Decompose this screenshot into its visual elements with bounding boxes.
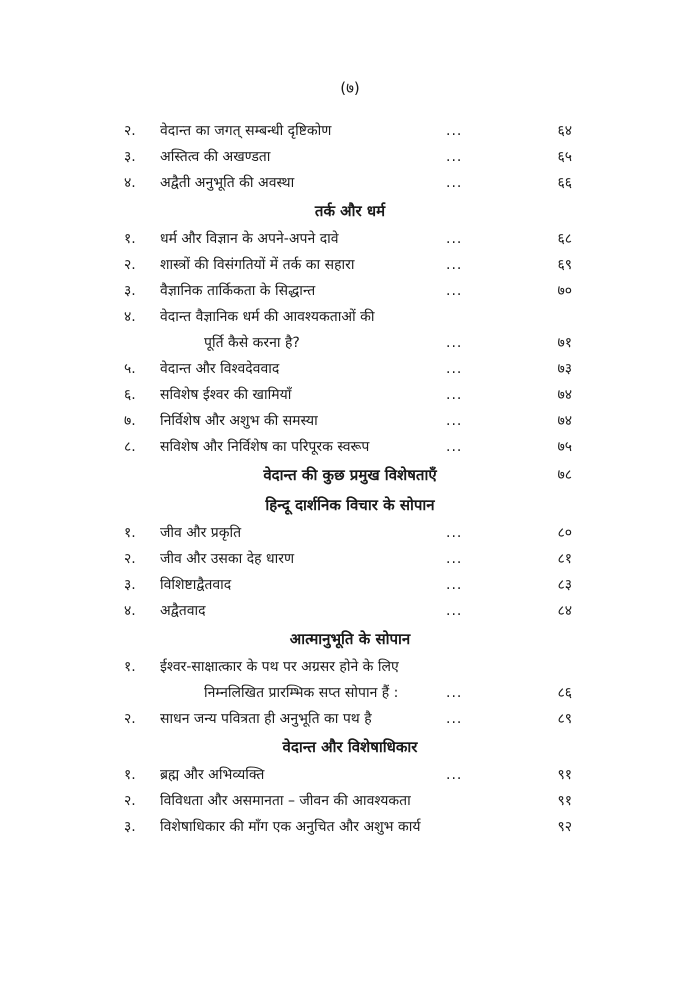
entry-page: ६६ — [557, 175, 572, 191]
entry-page: ८४ — [557, 603, 572, 619]
entry-number: २. — [124, 257, 136, 273]
entry-title: साधन जन्य पवित्रता ही अनुभूति का पथ है — [160, 711, 372, 727]
entry-page: ६५ — [557, 149, 572, 165]
entry-title: सविशेष और निर्विशेष का परिपूरक स्वरूप — [160, 439, 370, 455]
entry-number: ४. — [124, 175, 136, 191]
entry-number: ५. — [124, 361, 136, 377]
entry-number: ३. — [124, 283, 136, 299]
section-heading: वेदान्त की कुछ प्रमुख विशेषताएँ — [263, 466, 437, 484]
entry-number: ३. — [124, 577, 136, 593]
leader-dots: ... — [446, 231, 463, 247]
toc-entry — [0, 546, 700, 572]
entry-title-continued: निम्नलिखित प्रारम्भिक सप्त सोपान हैं : — [204, 685, 399, 701]
entry-page: ७१ — [557, 335, 572, 351]
toc-entry — [0, 814, 700, 840]
leader-dots: ... — [446, 525, 463, 541]
entry-title: अद्वैतवाद — [160, 603, 206, 619]
leader-dots: ... — [446, 123, 463, 139]
entry-title-continued: पूर्ति कैसे करना है? — [204, 335, 300, 351]
section-heading: हिन्दू दार्शनिक विचार के सोपान — [265, 496, 435, 514]
table-of-contents — [0, 118, 700, 840]
toc-entry — [0, 170, 700, 196]
entry-title: अद्वैती अनुभूति की अवस्था — [160, 175, 295, 191]
entry-title: जीव और प्रकृति — [160, 525, 242, 541]
toc-entry — [0, 382, 700, 408]
leader-dots: ... — [446, 767, 463, 783]
entry-number: १. — [124, 231, 136, 247]
toc-entry — [0, 762, 700, 788]
entry-number: ३. — [124, 819, 136, 835]
entry-page: ७८ — [557, 467, 572, 483]
toc-entry — [0, 304, 700, 356]
entry-title: विशिष्टाद्वैतवाद — [160, 577, 232, 593]
entry-page: ९२ — [557, 819, 572, 835]
section-heading: तर्क और धर्म — [314, 202, 386, 220]
entry-number: ३. — [124, 149, 136, 165]
entry-number: १. — [124, 767, 136, 783]
entry-title: सविशेष ईश्वर की खामियाँ — [160, 387, 292, 403]
leader-dots: ... — [446, 551, 463, 567]
entry-title: विविधता और असमानता – जीवन की आवश्यकता — [160, 793, 411, 809]
leader-dots: ... — [446, 257, 463, 273]
entry-number: २. — [124, 793, 136, 809]
entry-title: निर्विशेष और अशुभ की समस्या — [160, 413, 318, 429]
section-heading: वेदान्त और विशेषाधिकार — [282, 738, 418, 756]
entry-number: १. — [124, 659, 136, 675]
entry-page: ६९ — [557, 257, 572, 273]
entry-title: वैज्ञानिक तार्किकता के सिद्धान्त — [160, 283, 316, 299]
leader-dots: ... — [446, 335, 463, 351]
page-number: (७) — [340, 79, 360, 97]
leader-dots: ... — [446, 387, 463, 403]
toc-entry — [0, 278, 700, 304]
entry-page: ९१ — [557, 793, 572, 809]
toc-entry — [0, 144, 700, 170]
entry-title: ब्रह्म और अभिव्यक्ति — [160, 767, 265, 783]
entry-title: वेदान्त का जगत् सम्बन्धी दृष्टिकोण — [160, 123, 332, 139]
leader-dots: ... — [446, 413, 463, 429]
leader-dots: ... — [446, 361, 463, 377]
section-heading-entry — [0, 460, 700, 490]
entry-page: ८० — [557, 525, 572, 541]
entry-page: ६४ — [557, 123, 572, 139]
entry-number: २. — [124, 551, 136, 567]
entry-page: ८६ — [557, 685, 572, 701]
leader-dots: ... — [446, 175, 463, 191]
leader-dots: ... — [446, 603, 463, 619]
entry-title: वेदान्त वैज्ञानिक धर्म की आवश्यकताओं की — [160, 309, 375, 325]
entry-page: ८३ — [557, 577, 572, 593]
leader-dots: ... — [446, 149, 463, 165]
leader-dots: ... — [446, 711, 463, 727]
entry-page: ७३ — [557, 361, 572, 377]
entry-number: ४. — [124, 309, 136, 325]
toc-entry — [0, 408, 700, 434]
toc-entry — [0, 252, 700, 278]
section-heading: आत्मानुभूति के सोपान — [289, 630, 411, 648]
entry-number: ६. — [124, 387, 136, 403]
toc-entry — [0, 356, 700, 382]
entry-page: ८९ — [557, 711, 572, 727]
toc-entry — [0, 226, 700, 252]
entry-page: ७५ — [557, 439, 572, 455]
entry-page: ६८ — [557, 231, 572, 247]
toc-entry — [0, 598, 700, 624]
entry-number: २. — [124, 123, 136, 139]
entry-page: ७४ — [557, 413, 572, 429]
toc-entry — [0, 434, 700, 460]
entry-title: ईश्वर-साक्षात्कार के पथ पर अग्रसर होने के लिए — [160, 659, 399, 675]
entry-number: ८. — [124, 439, 136, 455]
toc-entry — [0, 572, 700, 598]
entry-number: ४. — [124, 603, 136, 619]
toc-entry — [0, 520, 700, 546]
leader-dots: ... — [446, 577, 463, 593]
entry-title: जीव और उसका देह धारण — [160, 551, 295, 567]
entry-page: ७० — [557, 283, 572, 299]
toc-entry — [0, 788, 700, 814]
entry-title: वेदान्त और विश्वदेववाद — [160, 361, 280, 377]
entry-page: ९१ — [557, 767, 572, 783]
entry-number: २. — [124, 711, 136, 727]
entry-number: १. — [124, 525, 136, 541]
leader-dots: ... — [446, 283, 463, 299]
entry-title: धर्म और विज्ञान के अपने-अपने दावे — [160, 231, 339, 247]
leader-dots: ... — [446, 439, 463, 455]
toc-entry — [0, 654, 700, 706]
toc-entry — [0, 118, 700, 144]
entry-title: शास्त्रों की विसंगतियों में तर्क का सहारा — [160, 257, 355, 273]
entry-page: ८१ — [557, 551, 572, 567]
entry-number: ७. — [124, 413, 136, 429]
toc-entry — [0, 706, 700, 732]
entry-page: ७४ — [557, 387, 572, 403]
entry-title: विशेषाधिकार की माँग एक अनुचित और अशुभ कार्य — [160, 819, 421, 835]
entry-title: अस्तित्व की अखण्डता — [160, 149, 271, 165]
leader-dots: ... — [446, 685, 463, 701]
